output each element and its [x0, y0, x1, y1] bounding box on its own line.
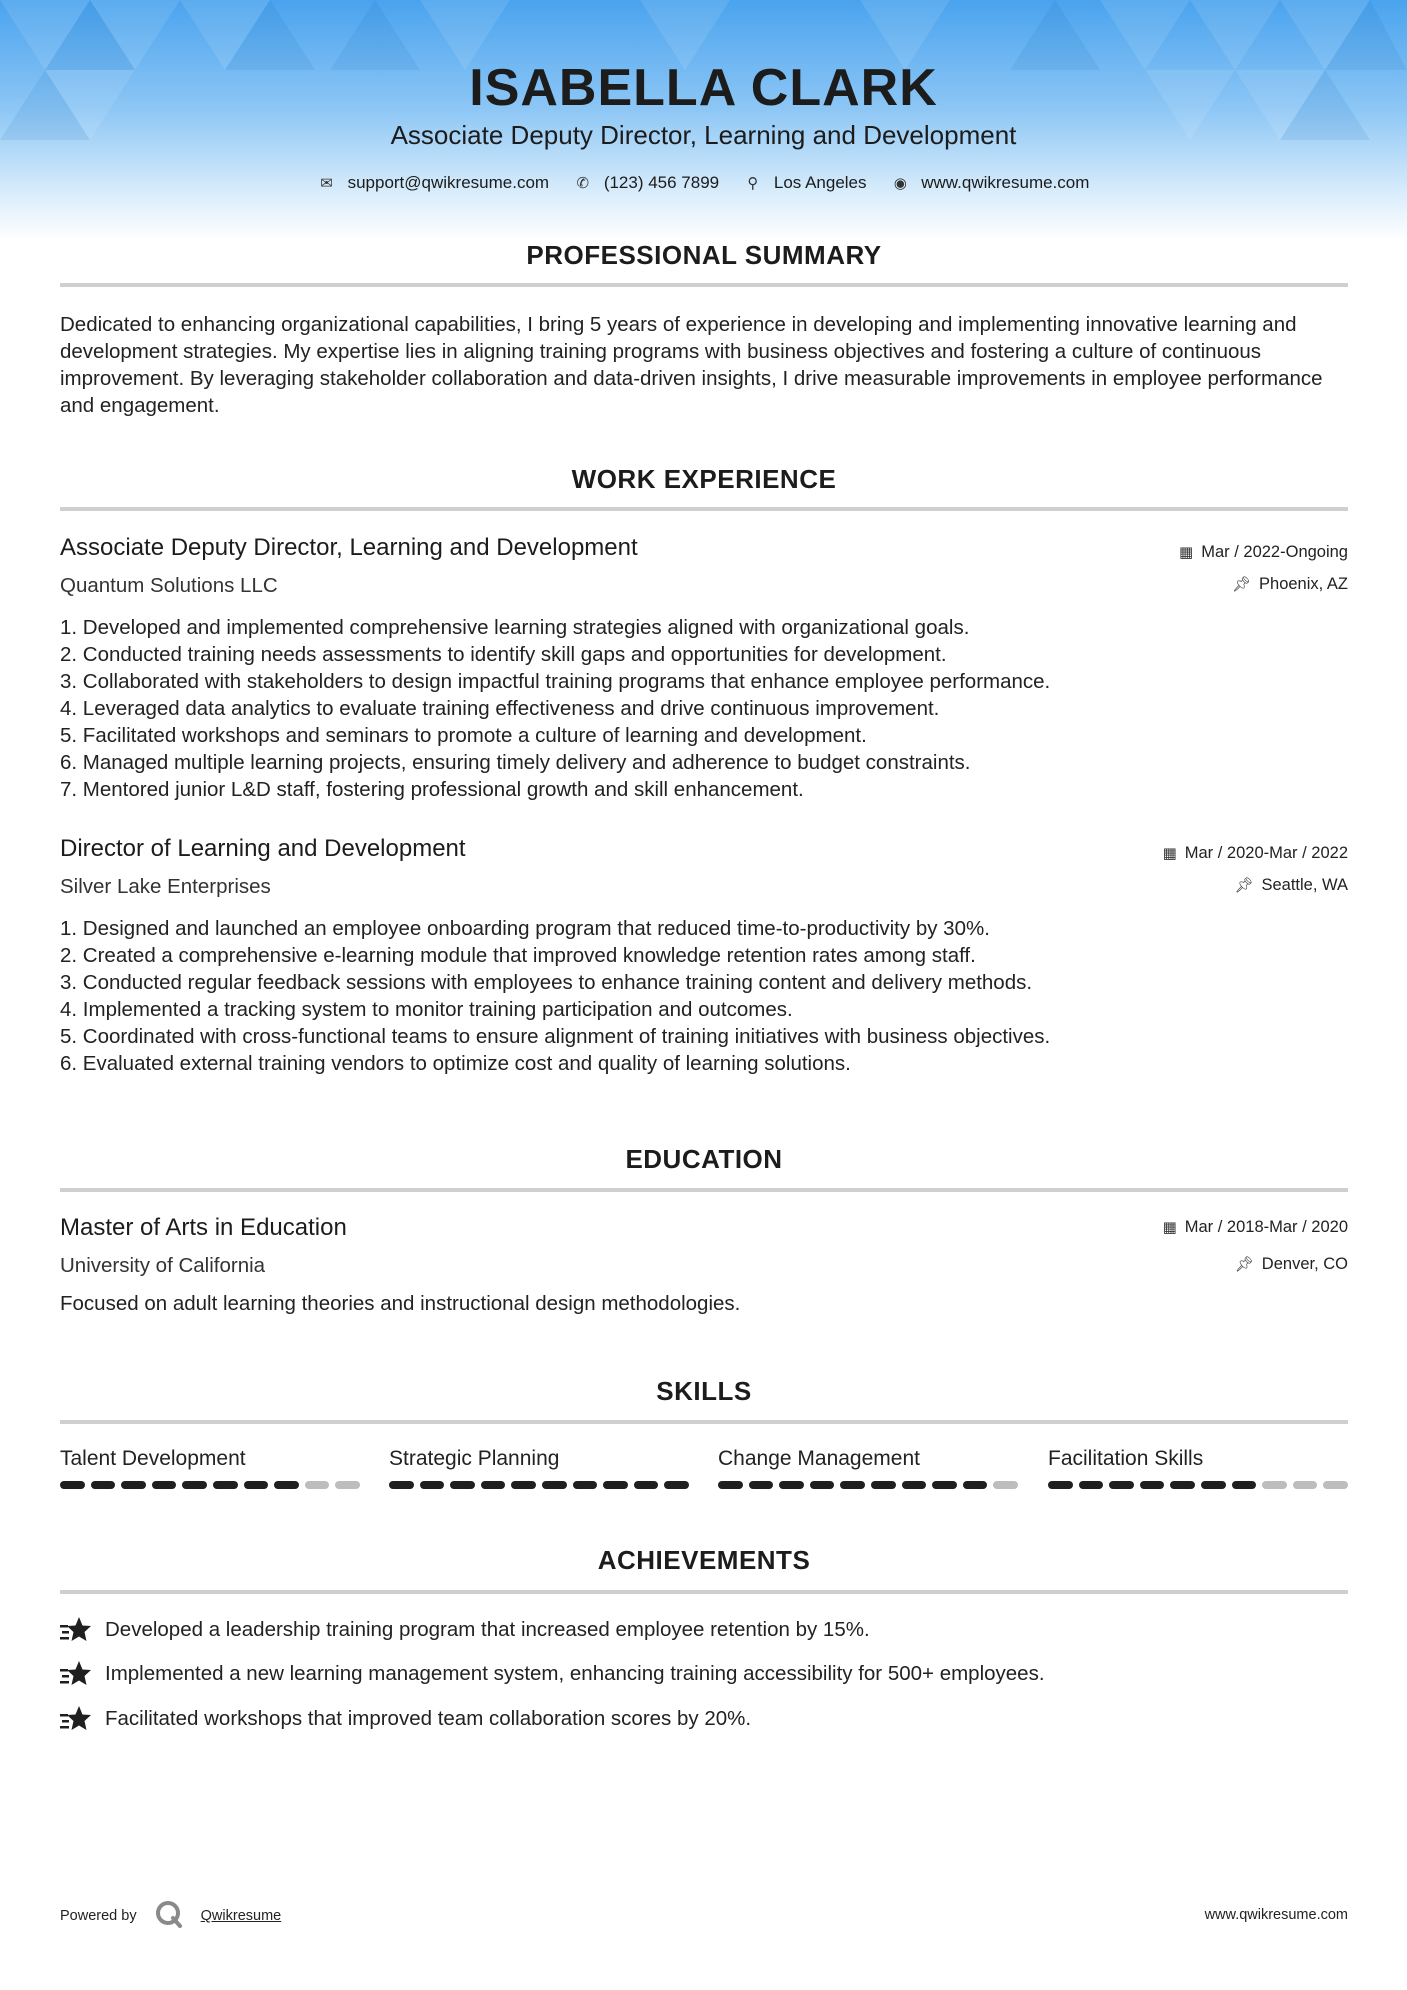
skill-segment-filled	[121, 1481, 146, 1489]
skill-segment-filled	[871, 1481, 896, 1489]
education-description: Focused on adult learning theories and instructional design methodologies.	[60, 1292, 741, 1315]
section-divider	[60, 507, 1348, 511]
skill-segment-filled	[1201, 1481, 1226, 1489]
list-item: 5. Coordinated with cross-functional teams to ensure alignment of training initiatives with business objectives.	[60, 1025, 1051, 1048]
job-date-text: Mar / 2022-Ongoing	[1201, 543, 1348, 561]
school-name: University of California	[60, 1254, 266, 1277]
calendar-icon: ▦	[1162, 1219, 1177, 1236]
summary-heading: PROFESSIONAL SUMMARY	[526, 240, 882, 270]
section-divider	[60, 283, 1348, 287]
list-item: 7. Mentored junior L&D staff, fostering professional growth and skill enhancement.	[60, 778, 804, 801]
list-item: 4. Leveraged data analytics to evaluate training effectiveness and drive continuous improvement.	[60, 697, 940, 720]
phone-icon: ✆	[576, 174, 590, 192]
pushpin-icon: 📌︎	[1231, 576, 1252, 593]
job-title: Associate Deputy Director, Learning and Development	[60, 534, 638, 561]
list-item: 1. Developed and implemented comprehensive learning strategies aligned with organizational goals.	[60, 616, 970, 639]
experience-heading: WORK EXPERIENCE	[571, 464, 837, 494]
skill-segment-empty	[1262, 1481, 1287, 1489]
job-location	[1232, 575, 1348, 594]
job-location	[1234, 876, 1348, 895]
skill-item	[718, 1447, 1018, 1489]
skill-segment-filled	[749, 1481, 774, 1489]
skill-segment-filled	[779, 1481, 804, 1489]
star-icon	[60, 1659, 92, 1689]
skill-segment-filled	[91, 1481, 116, 1489]
skill-segment-filled	[603, 1481, 628, 1489]
list-item: 5. Facilitated workshops and seminars to promote a culture of learning and development.	[60, 724, 867, 747]
skill-segment-filled	[1170, 1481, 1195, 1489]
education-date-text: Mar / 2018-Mar / 2020	[1184, 1218, 1348, 1236]
job-bullet-list	[60, 915, 1360, 1077]
phone-text: (123) 456 7899	[603, 172, 720, 192]
list-item: 3. Conducted regular feedback sessions with employees to enhance training content and delivery methods.	[60, 971, 1033, 994]
skill-segment-filled	[450, 1481, 475, 1489]
skill-segment-filled	[389, 1481, 414, 1489]
list-item: 6. Managed multiple learning projects, ensuring timely delivery and adherence to budget constraints.	[60, 751, 971, 774]
job-company: Quantum Solutions LLC	[60, 574, 278, 597]
education-location	[1235, 1255, 1348, 1274]
degree-title: Master of Arts in Education	[60, 1214, 347, 1241]
education-location-text: Denver, CO	[1261, 1255, 1348, 1273]
achievement-text: Developed a leadership training program that increased employee retention by 15%.	[105, 1618, 870, 1641]
skill-segment-filled	[1048, 1481, 1073, 1489]
skill-item	[60, 1447, 360, 1489]
skill-segment-filled	[963, 1481, 988, 1489]
pushpin-icon: 📌︎	[1234, 1256, 1254, 1273]
powered-by-label: Powered by	[60, 1907, 137, 1924]
education-heading: EDUCATION	[625, 1144, 783, 1174]
location-text: Los Angeles	[773, 172, 867, 192]
skill-segment-filled	[810, 1481, 835, 1489]
footer-website[interactable]: www.qwikresume.com	[1204, 1907, 1348, 1923]
skill-item	[389, 1447, 689, 1489]
skill-segment-filled	[1109, 1481, 1134, 1489]
pushpin-icon: 📌︎	[1234, 877, 1254, 894]
skill-segment-filled	[213, 1481, 238, 1489]
contact-bar	[0, 172, 1407, 193]
contact-phone[interactable]	[574, 173, 719, 193]
skill-segment-filled	[60, 1481, 85, 1489]
section-divider	[60, 1420, 1348, 1424]
skill-segment-filled	[840, 1481, 865, 1489]
calendar-icon: ▦	[1179, 544, 1194, 561]
skill-segment-empty	[993, 1481, 1018, 1489]
skill-name: Facilitation Skills	[1048, 1447, 1204, 1470]
job-date-text: Mar / 2020-Mar / 2022	[1184, 844, 1348, 862]
achievement-text: Implemented a new learning management system, enhancing training accessibility for 500+ employees.	[105, 1662, 1045, 1685]
job-title: Director of Learning and Development	[60, 835, 466, 862]
skill-name: Strategic Planning	[389, 1447, 560, 1470]
skill-segment-filled	[718, 1481, 743, 1489]
skill-segment-empty	[1293, 1481, 1318, 1489]
job-location-text: Phoenix, AZ	[1259, 575, 1348, 593]
skill-segment-filled	[1079, 1481, 1104, 1489]
skill-segment-filled	[182, 1481, 207, 1489]
footer-powered-by	[60, 1902, 281, 1930]
achievement-text: Facilitated workshops that improved team collaboration scores by 20%.	[105, 1707, 752, 1730]
job-location-text: Seattle, WA	[1261, 876, 1348, 894]
list-item: 6. Evaluated external training vendors to optimize cost and quality of learning solutions.	[60, 1052, 851, 1075]
skill-segment-filled	[481, 1481, 506, 1489]
skill-segment-filled	[1232, 1481, 1257, 1489]
job-company: Silver Lake Enterprises	[60, 875, 271, 898]
skill-segment-filled	[634, 1481, 659, 1489]
skills-heading: SKILLS	[656, 1376, 752, 1406]
skill-segment-filled	[152, 1481, 177, 1489]
skill-segment-filled	[420, 1481, 445, 1489]
list-item: 2. Created a comprehensive e-learning module that improved knowledge retention rates among staff.	[60, 944, 976, 967]
skill-level-bar	[1048, 1481, 1348, 1489]
candidate-name: ISABELLA CLARK	[469, 59, 938, 117]
qwikresume-link[interactable]: Qwikresume	[200, 1907, 282, 1924]
map-pin-icon: ⚲	[747, 174, 759, 192]
list-item: 4. Implemented a tracking system to monitor training participation and outcomes.	[60, 998, 793, 1021]
globe-icon: ◉	[893, 174, 907, 192]
skill-segment-filled	[274, 1481, 299, 1489]
skill-level-bar	[718, 1481, 1018, 1489]
skill-segment-filled	[902, 1481, 927, 1489]
skill-segment-empty	[305, 1481, 330, 1489]
job-date	[1179, 543, 1348, 562]
calendar-icon: ▦	[1162, 845, 1177, 862]
achievements-heading: ACHIEVEMENTS	[597, 1545, 811, 1575]
star-icon	[60, 1704, 92, 1734]
job-bullet-list	[60, 614, 1360, 803]
email-text: support@qwikresume.com	[347, 172, 550, 192]
section-divider	[60, 1188, 1348, 1192]
website-text: www.qwikresume.com	[921, 172, 1090, 192]
skill-segment-filled	[573, 1481, 598, 1489]
envelope-icon: ✉	[320, 174, 333, 192]
summary-text: Dedicated to enhancing organizational capabilities, I bring 5 years of experience in developing and implementing innovative learning and development strategies. My expertise lies in aligning training programs with business objectives and fostering a culture of continuous improvement. By leveraging stakeholder collaboration and data-driven insights, I drive measurable improvements in employee performance and engagement.	[60, 313, 1323, 417]
skill-segment-filled	[1140, 1481, 1165, 1489]
job-date	[1163, 844, 1348, 863]
education-date	[1163, 1218, 1348, 1237]
skill-segment-filled	[932, 1481, 957, 1489]
candidate-title: Associate Deputy Director, Learning and Development	[390, 120, 1017, 150]
skill-segment-empty	[335, 1481, 360, 1489]
skill-segment-filled	[511, 1481, 536, 1489]
skill-name: Change Management	[718, 1447, 920, 1470]
skill-item	[1048, 1447, 1348, 1489]
list-item: 3. Collaborated with stakeholders to design impactful training programs that enhance employee performance.	[60, 670, 1051, 693]
skill-level-bar	[389, 1481, 689, 1489]
list-item: 2. Conducted training needs assessments to identify skill gaps and opportunities for development.	[60, 643, 947, 666]
contact-email[interactable]	[318, 173, 550, 193]
star-icon	[60, 1615, 92, 1645]
contact-location	[744, 173, 867, 193]
skill-name: Talent Development	[60, 1447, 246, 1470]
list-item: 1. Designed and launched an employee onboarding program that reduced time-to-productivity by 30%.	[60, 917, 990, 940]
skill-level-bar	[60, 1481, 360, 1489]
qwikresume-logo-icon	[155, 1900, 183, 1928]
skill-segment-filled	[664, 1481, 689, 1489]
skill-segment-filled	[542, 1481, 567, 1489]
section-divider	[60, 1590, 1348, 1594]
skill-segment-empty	[1323, 1481, 1348, 1489]
contact-website[interactable]	[891, 173, 1089, 193]
skill-segment-filled	[244, 1481, 269, 1489]
